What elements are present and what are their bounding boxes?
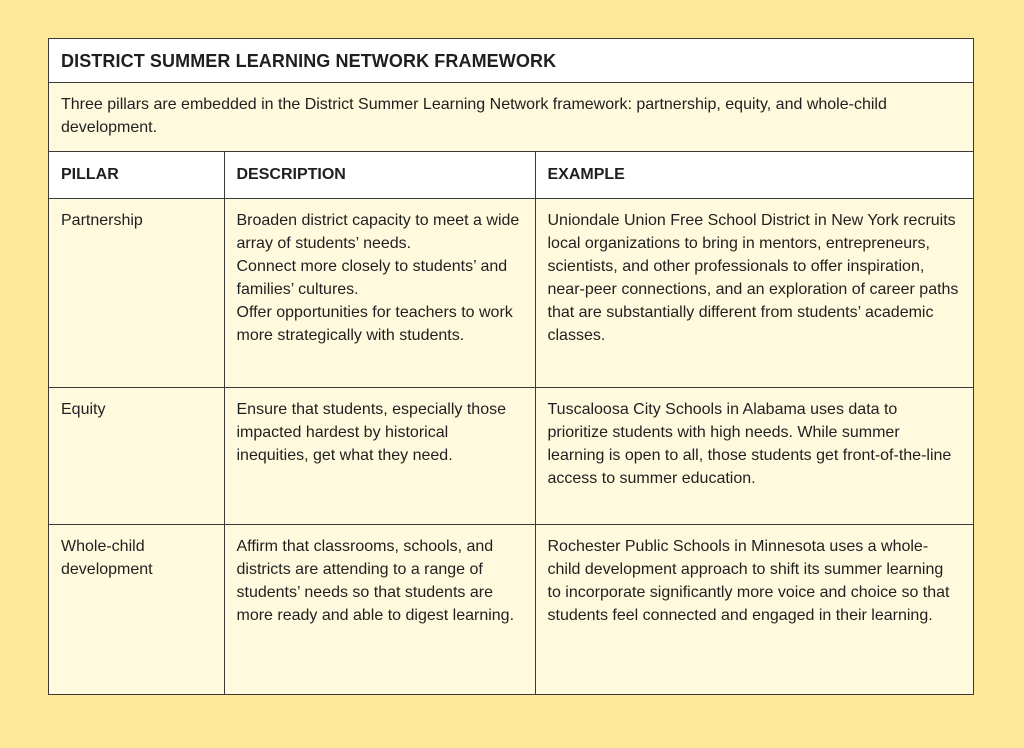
table-title: DISTRICT SUMMER LEARNING NETWORK FRAMEWORK <box>49 39 973 83</box>
description-cell <box>224 387 535 524</box>
description-line: Offer opportunities for teachers to work more strategically with students. <box>236 303 513 344</box>
header-example: EXAMPLE <box>535 152 973 198</box>
framework-table-frame <box>48 38 974 695</box>
example-cell: Uniondale Union Free School District in New York recruits local organizations to bring in mentors, entrepreneurs, scientists, and other professionals to offer inspiration, near-peer connections, and an exploration of career paths that are substantially different from students’ academic classes. <box>535 198 973 387</box>
example-cell: Tuscaloosa City Schools in Alabama uses data to prioritize students with high needs. While summer learning is open to all, those students get front-of-the-line access to summer education. <box>535 387 973 524</box>
pillar-cell: Whole-child development <box>49 524 224 694</box>
description-line: Affirm that classrooms, schools, and districts are attending to a range of students’ needs so that students are more ready and able to digest learning. <box>236 537 515 624</box>
description-line: Broaden district capacity to meet a wide array of students’ needs. <box>236 211 520 252</box>
header-row <box>49 152 973 198</box>
description-line: Connect more closely to students’ and families’ cultures. <box>236 257 508 298</box>
example-cell: Rochester Public Schools in Minnesota uses a whole-child development approach to shift its summer learning to incorporate significantly more voice and choice so that students feel connected and engaged in their learning. <box>547 537 950 624</box>
pillar-cell: Partnership <box>49 198 224 387</box>
table-row <box>49 387 973 524</box>
header-pillar: PILLAR <box>49 152 224 198</box>
description-cell <box>224 198 535 387</box>
table-row <box>49 524 973 694</box>
table-row <box>49 198 973 387</box>
framework-table <box>49 152 973 694</box>
table-intro: Three pillars are embedded in the District Summer Learning Network framework: partnership, equity, and whole-child development. <box>49 83 973 152</box>
description-line: Ensure that students, especially those impacted hardest by historical inequities, get what they need. <box>236 400 506 464</box>
pillar-cell: Equity <box>49 387 224 524</box>
header-description: DESCRIPTION <box>224 152 535 198</box>
description-cell <box>224 524 535 694</box>
